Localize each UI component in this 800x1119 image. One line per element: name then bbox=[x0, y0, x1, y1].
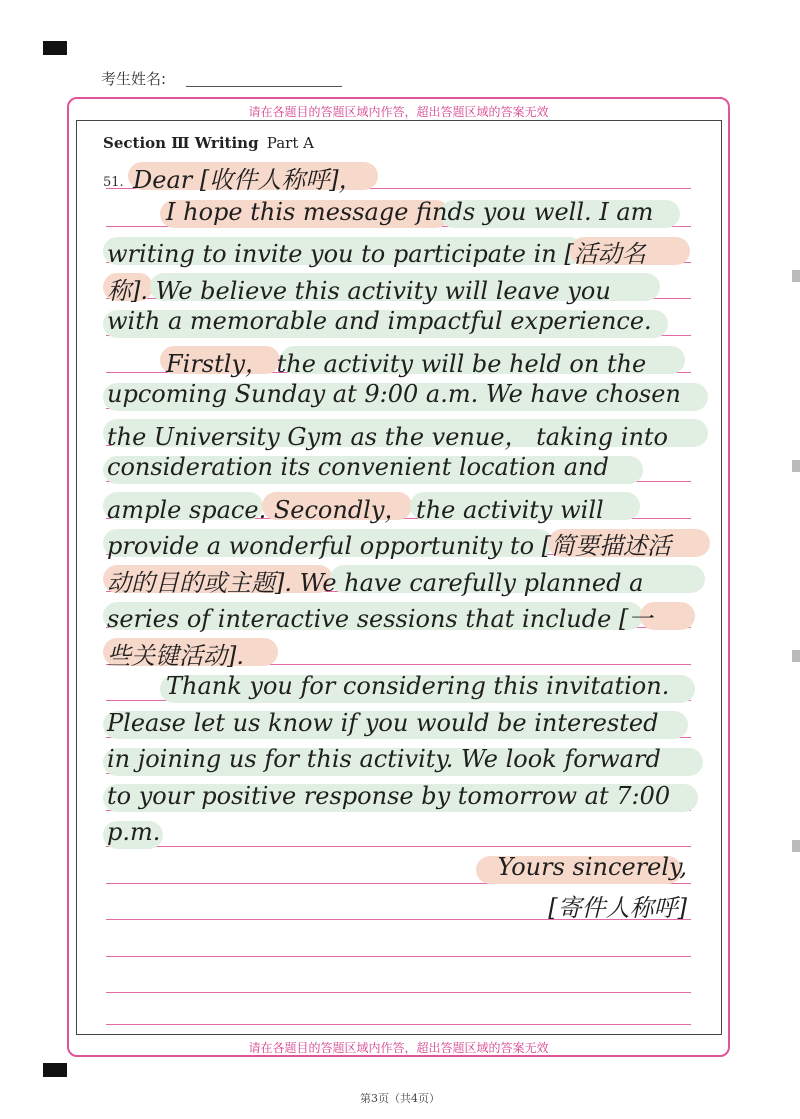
letter-line: provide a wonderful opportunity to [简要描述活 bbox=[107, 532, 672, 560]
letter-line: in joining us for this activity. We look forward bbox=[107, 745, 661, 773]
letter-line: consideration its convenient location and bbox=[107, 453, 609, 481]
answer-notice-top: 请在各题目的答题区域内作答，超出答题区域的答案无效 bbox=[248, 105, 549, 119]
letter-line: to your positive response by tomorrow at 7:00 bbox=[107, 782, 671, 810]
letter-line: 称]. We believe this activity will leave you bbox=[107, 277, 611, 305]
letter-line: Firstly， the activity will be held on the bbox=[166, 350, 647, 378]
letter-line: series of interactive sessions that include [一 bbox=[107, 605, 653, 633]
ruled-line bbox=[106, 1024, 691, 1025]
ruled-line bbox=[106, 846, 691, 847]
letter-line: 动的目的或主题]. We have carefully planned a bbox=[107, 569, 644, 597]
letter-signature: [寄件人称呼] bbox=[548, 894, 687, 922]
candidate-name-label: 考生姓名: bbox=[101, 70, 167, 88]
letter-line: upcoming Sunday at 9:00 a.m. We have chosen bbox=[107, 380, 681, 408]
letter-line: with a memorable and impactful experience. bbox=[107, 307, 652, 335]
letter-line: the University Gym as the venue， taking into bbox=[107, 423, 669, 451]
letter-line: writing to invite you to participate in [活动名 bbox=[107, 240, 646, 268]
registration-mark-top bbox=[43, 41, 67, 55]
letter-line: Thank you for considering this invitation. bbox=[166, 672, 670, 700]
ruled-line bbox=[106, 992, 691, 993]
letter-line: 些关键活动]. bbox=[107, 642, 244, 670]
edge-binding-mark bbox=[792, 460, 800, 472]
answer-notice-bottom: 请在各题目的答题区域内作答，超出答题区域的答案无效 bbox=[248, 1041, 549, 1055]
section-title bbox=[103, 134, 314, 152]
question-number: 51. bbox=[103, 175, 124, 190]
edge-binding-mark bbox=[792, 840, 800, 852]
letter-line: p.m. bbox=[107, 818, 161, 846]
edge-binding-mark bbox=[792, 650, 800, 662]
ruled-line bbox=[106, 956, 691, 957]
registration-mark-bottom bbox=[43, 1063, 67, 1077]
page-number: 第3页（共4页） bbox=[360, 1092, 440, 1105]
letter-line: I hope this message finds you well. I am bbox=[166, 198, 654, 226]
section-part: Part A bbox=[266, 134, 314, 152]
letter-line: Please let us know if you would be interested bbox=[107, 709, 659, 737]
candidate-name-field[interactable] bbox=[186, 86, 342, 87]
section-title-text: Section Ⅲ Writing bbox=[103, 134, 259, 152]
edge-binding-mark bbox=[792, 270, 800, 282]
letter-line: ample space. Secondly， the activity will bbox=[107, 496, 604, 524]
letter-closing: Yours sincerely, bbox=[497, 853, 687, 881]
letter-salutation: Dear [收件人称呼]， bbox=[133, 166, 363, 194]
